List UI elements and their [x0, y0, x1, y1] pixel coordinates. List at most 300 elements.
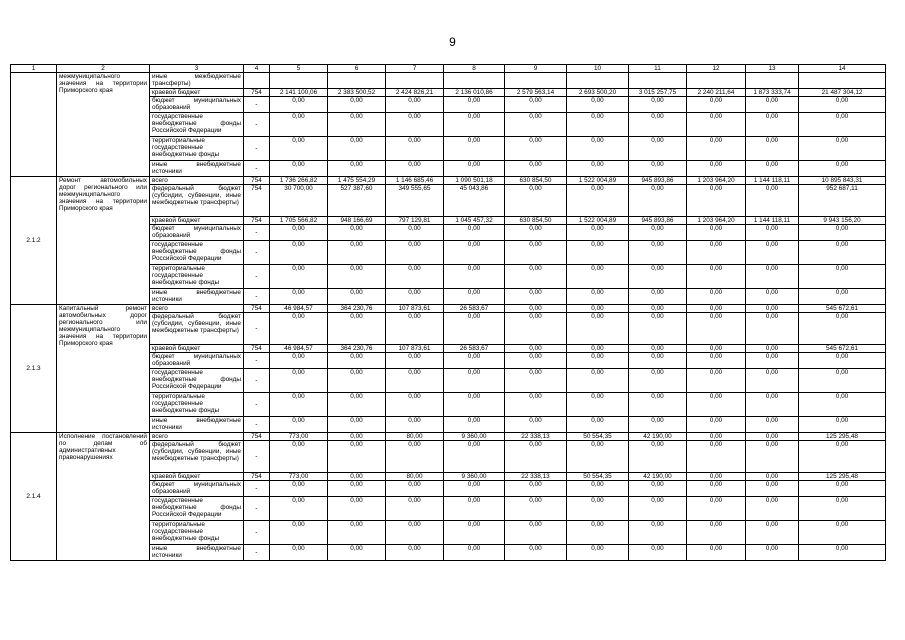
table-body — [11, 65, 886, 561]
code-cell: - — [244, 289, 270, 305]
value-cell-col11: 0,00 — [629, 265, 687, 289]
value-cell-col13: 0,00 — [746, 393, 799, 417]
value-cell-col7: 0,00 — [386, 289, 444, 305]
value-cell-col13: 0,00 — [746, 545, 799, 561]
code-cell: - — [244, 481, 270, 497]
value-cell-col8: 0,00 — [444, 265, 505, 289]
header-cell-7: 7 — [386, 65, 444, 73]
value-cell-col9: 0,00 — [505, 225, 567, 241]
value-cell-col14: 0,00 — [799, 313, 886, 345]
header-cell-3: 3 — [150, 65, 244, 73]
value-cell-col5 — [270, 73, 328, 89]
value-cell-col11: 945 893,86 — [629, 177, 687, 185]
value-cell-col9: 0,00 — [505, 393, 567, 417]
value-cell-col12: 0,00 — [687, 369, 746, 393]
code-cell: - — [244, 521, 270, 545]
value-cell-col10: 0,00 — [567, 417, 629, 433]
value-cell-col9: 0,00 — [505, 305, 567, 313]
value-cell-col8: 0,00 — [444, 481, 505, 497]
value-cell-col11 — [629, 73, 687, 89]
value-cell-col8: 0,00 — [444, 113, 505, 137]
value-cell-col12: 0,00 — [687, 393, 746, 417]
value-cell-col8: 0,00 — [444, 313, 505, 345]
value-cell-col5: 0,00 — [270, 545, 328, 561]
value-cell-col7: 2 424 826,21 — [386, 89, 444, 97]
value-cell-col9: 0,00 — [505, 417, 567, 433]
value-cell-col8: 0,00 — [444, 289, 505, 305]
section-number: 2.1.2 — [11, 177, 57, 305]
value-cell-col10: 1 522 004,89 — [567, 177, 629, 185]
value-cell-col8: 0,00 — [444, 137, 505, 161]
value-cell-col14: 0,00 — [799, 369, 886, 393]
code-cell: - — [244, 161, 270, 177]
value-cell-col9: 0,00 — [505, 345, 567, 353]
funding-source: территориальные государственные внебюджетные фонды — [150, 521, 244, 545]
value-cell-col10: 0,00 — [567, 441, 629, 473]
table-row — [11, 305, 886, 313]
value-cell-col14: 125 295,48 — [799, 433, 886, 441]
value-cell-col12: 0,00 — [687, 97, 746, 113]
value-cell-col12: 0,00 — [687, 441, 746, 473]
value-cell-col6: 0,00 — [328, 473, 386, 481]
value-cell-col6: 0,00 — [328, 417, 386, 433]
value-cell-col13: 0,00 — [746, 417, 799, 433]
table-row — [11, 433, 886, 441]
value-cell-col11: 0,00 — [629, 521, 687, 545]
value-cell-col5: 46 984,57 — [270, 345, 328, 353]
value-cell-col12: 0,00 — [687, 289, 746, 305]
funding-source: бюджет муниципальных образований — [150, 353, 244, 369]
section-name: Ремонт автомобильных дорог регионального или межмуниципального значения на территории Приморского края — [57, 177, 150, 305]
value-cell-col9: 0,00 — [505, 265, 567, 289]
table-row — [11, 177, 886, 185]
value-cell-col5: 0,00 — [270, 353, 328, 369]
value-cell-col11: 0,00 — [629, 289, 687, 305]
value-cell-col7: 0,00 — [386, 417, 444, 433]
value-cell-col12: 0,00 — [687, 161, 746, 177]
code-cell: - — [244, 265, 270, 289]
value-cell-col12: 0,00 — [687, 185, 746, 217]
table-row — [11, 73, 886, 89]
value-cell-col5: 1 705 566,82 — [270, 217, 328, 225]
code-cell: - — [244, 313, 270, 345]
funding-source: территориальные государственные внебюджетные фонды — [150, 393, 244, 417]
value-cell-col9: 0,00 — [505, 185, 567, 217]
value-cell-col9: 22 338,13 — [505, 433, 567, 441]
value-cell-col6: 0,00 — [328, 393, 386, 417]
value-cell-col8: 0,00 — [444, 393, 505, 417]
value-cell-col14: 0,00 — [799, 497, 886, 521]
value-cell-col11: 0,00 — [629, 161, 687, 177]
value-cell-col14: 0,00 — [799, 481, 886, 497]
funding-source: государственные внебюджетные фонды Российской Федерации — [150, 497, 244, 521]
value-cell-col11: 0,00 — [629, 137, 687, 161]
value-cell-col6: 0,00 — [328, 161, 386, 177]
code-cell: 754 — [244, 217, 270, 225]
funding-source: иные внебюджетные источники — [150, 161, 244, 177]
value-cell-col11: 0,00 — [629, 241, 687, 265]
value-cell-col8: 0,00 — [444, 241, 505, 265]
value-cell-col6: 0,00 — [328, 497, 386, 521]
header-cell-12: 12 — [687, 65, 746, 73]
value-cell-col14: 0,00 — [799, 265, 886, 289]
code-cell: - — [244, 97, 270, 113]
value-cell-col7: 0,00 — [386, 353, 444, 369]
value-cell-col13: 0,00 — [746, 185, 799, 217]
value-cell-col5: 0,00 — [270, 137, 328, 161]
value-cell-col11: 0,00 — [629, 313, 687, 345]
value-cell-col5: 0,00 — [270, 481, 328, 497]
value-cell-col14: 0,00 — [799, 545, 886, 561]
value-cell-col10: 2 693 500,20 — [567, 89, 629, 97]
section-name: Исполнение постановлений по делам об административных правонарушениях — [57, 433, 150, 561]
funding-source: территориальные государственные внебюджетные фонды — [150, 265, 244, 289]
value-cell-col9: 0,00 — [505, 97, 567, 113]
value-cell-col10: 0,00 — [567, 545, 629, 561]
value-cell-col12: 0,00 — [687, 265, 746, 289]
funding-source: федеральный бюджет (субсидии, субвенции, иные межбюджетные трансферты) — [150, 441, 244, 473]
value-cell-col13: 0,00 — [746, 289, 799, 305]
value-cell-col11: 0,00 — [629, 185, 687, 217]
value-cell-col9: 0,00 — [505, 113, 567, 137]
value-cell-col6: 948 166,69 — [328, 217, 386, 225]
value-cell-col10: 0,00 — [567, 521, 629, 545]
value-cell-col14: 125 295,48 — [799, 473, 886, 481]
value-cell-col13: 0,00 — [746, 481, 799, 497]
value-cell-col5: 0,00 — [270, 441, 328, 473]
value-cell-col14: 545 672,61 — [799, 345, 886, 353]
value-cell-col14: 0,00 — [799, 393, 886, 417]
value-cell-col12: 0,00 — [687, 225, 746, 241]
value-cell-col12: 0,00 — [687, 345, 746, 353]
value-cell-col14: 0,00 — [799, 289, 886, 305]
header-cell-4: 4 — [244, 65, 270, 73]
value-cell-col8: 0,00 — [444, 521, 505, 545]
value-cell-col7: 0,00 — [386, 481, 444, 497]
value-cell-col10: 50 554,35 — [567, 433, 629, 441]
value-cell-col5: 0,00 — [270, 313, 328, 345]
value-cell-col7: 107 873,61 — [386, 345, 444, 353]
value-cell-col14: 0,00 — [799, 137, 886, 161]
code-cell: 754 — [244, 177, 270, 185]
value-cell-col7: 0,00 — [386, 369, 444, 393]
value-cell-col8: 9 360,00 — [444, 473, 505, 481]
section-number — [11, 73, 57, 177]
value-cell-col8: 0,00 — [444, 353, 505, 369]
value-cell-col14: 0,00 — [799, 521, 886, 545]
value-cell-col6: 0,00 — [328, 353, 386, 369]
value-cell-col8: 26 583,67 — [444, 345, 505, 353]
value-cell-col10 — [567, 73, 629, 89]
value-cell-col10: 0,00 — [567, 369, 629, 393]
value-cell-col14: 10 895 843,31 — [799, 177, 886, 185]
value-cell-col10: 0,00 — [567, 97, 629, 113]
value-cell-col8: 0,00 — [444, 369, 505, 393]
value-cell-col5: 0,00 — [270, 289, 328, 305]
funding-source: государственные внебюджетные фонды Российской Федерации — [150, 241, 244, 265]
value-cell-col13: 0,00 — [746, 265, 799, 289]
value-cell-col9: 0,00 — [505, 137, 567, 161]
funding-source: иные внебюджетные источники — [150, 289, 244, 305]
value-cell-col7: 80,00 — [386, 433, 444, 441]
header-cell-14: 14 — [799, 65, 886, 73]
value-cell-col9: 0,00 — [505, 545, 567, 561]
value-cell-col5: 0,00 — [270, 265, 328, 289]
section-name: Капитальный ремонт автомобильных дорог регионального или межмуниципального значения на территории Приморского края — [57, 305, 150, 433]
value-cell-col14: 0,00 — [799, 353, 886, 369]
value-cell-col6: 364 230,76 — [328, 345, 386, 353]
funding-source: краевой бюджет — [150, 217, 244, 225]
value-cell-col7: 797 129,81 — [386, 217, 444, 225]
value-cell-col14: 545 672,61 — [799, 305, 886, 313]
value-cell-col11: 0,00 — [629, 417, 687, 433]
section-number: 2.1.4 — [11, 433, 57, 561]
value-cell-col13: 0,00 — [746, 353, 799, 369]
value-cell-col10: 0,00 — [567, 241, 629, 265]
value-cell-col8: 0,00 — [444, 545, 505, 561]
value-cell-col8: 0,00 — [444, 97, 505, 113]
value-cell-col7: 0,00 — [386, 137, 444, 161]
value-cell-col6: 1 475 554,29 — [328, 177, 386, 185]
value-cell-col6: 0,00 — [328, 265, 386, 289]
value-cell-col9: 630 854,50 — [505, 217, 567, 225]
value-cell-col14: 0,00 — [799, 441, 886, 473]
value-cell-col6: 0,00 — [328, 97, 386, 113]
value-cell-col10: 0,00 — [567, 225, 629, 241]
value-cell-col6 — [328, 73, 386, 89]
value-cell-col6: 0,00 — [328, 481, 386, 497]
value-cell-col5: 0,00 — [270, 97, 328, 113]
value-cell-col6: 2 383 500,52 — [328, 89, 386, 97]
value-cell-col7: 0,00 — [386, 113, 444, 137]
value-cell-col6: 0,00 — [328, 545, 386, 561]
value-cell-col13: 0,00 — [746, 497, 799, 521]
value-cell-col12: 0,00 — [687, 241, 746, 265]
value-cell-col5: 0,00 — [270, 113, 328, 137]
value-cell-col9: 2 579 563,14 — [505, 89, 567, 97]
section-number: 2.1.3 — [11, 305, 57, 433]
value-cell-col5: 0,00 — [270, 417, 328, 433]
header-cell-2: 2 — [57, 65, 150, 73]
value-cell-col12: 0,00 — [687, 433, 746, 441]
code-cell: - — [244, 369, 270, 393]
header-cell-13: 13 — [746, 65, 799, 73]
header-cell-5: 5 — [270, 65, 328, 73]
code-cell: 754 — [244, 185, 270, 217]
value-cell-col12: 0,00 — [687, 137, 746, 161]
value-cell-col13: 1 144 118,11 — [746, 217, 799, 225]
page-number: 9 — [449, 35, 456, 49]
value-cell-col11: 3 015 257,75 — [629, 89, 687, 97]
value-cell-col13: 0,00 — [746, 313, 799, 345]
value-cell-col12: 0,00 — [687, 497, 746, 521]
value-cell-col6: 364 230,76 — [328, 305, 386, 313]
value-cell-col7 — [386, 73, 444, 89]
value-cell-col5: 0,00 — [270, 369, 328, 393]
value-cell-col5: 2 141 100,06 — [270, 89, 328, 97]
value-cell-col7: 80,00 — [386, 473, 444, 481]
value-cell-col12: 0,00 — [687, 545, 746, 561]
value-cell-col7: 0,00 — [386, 545, 444, 561]
value-cell-col6: 0,00 — [328, 441, 386, 473]
funding-source: всего — [150, 305, 244, 313]
value-cell-col8: 0,00 — [444, 225, 505, 241]
value-cell-col8: 1 090 501,18 — [444, 177, 505, 185]
value-cell-col5: 46 984,57 — [270, 305, 328, 313]
value-cell-col11: 0,00 — [629, 545, 687, 561]
value-cell-col13: 0,00 — [746, 441, 799, 473]
value-cell-col8: 9 360,00 — [444, 433, 505, 441]
funding-source: иные внебюджетные источники — [150, 545, 244, 561]
value-cell-col14: 0,00 — [799, 113, 886, 137]
code-cell: 754 — [244, 473, 270, 481]
funding-source: краевой бюджет — [150, 345, 244, 353]
value-cell-col12: 0,00 — [687, 521, 746, 545]
value-cell-col9: 0,00 — [505, 313, 567, 345]
value-cell-col11: 42 190,00 — [629, 473, 687, 481]
value-cell-col10: 0,00 — [567, 313, 629, 345]
value-cell-col7: 349 555,65 — [386, 185, 444, 217]
value-cell-col10: 0,00 — [567, 497, 629, 521]
value-cell-col5: 30 700,00 — [270, 185, 328, 217]
value-cell-col5: 1 736 266,82 — [270, 177, 328, 185]
value-cell-col8: 1 045 457,32 — [444, 217, 505, 225]
value-cell-col10: 1 522 004,89 — [567, 217, 629, 225]
code-cell: - — [244, 241, 270, 265]
value-cell-col9: 630 854,50 — [505, 177, 567, 185]
value-cell-col11: 0,00 — [629, 481, 687, 497]
value-cell-col9: 0,00 — [505, 161, 567, 177]
value-cell-col10: 0,00 — [567, 481, 629, 497]
value-cell-col9: 0,00 — [505, 353, 567, 369]
funding-source: бюджет муниципальных образований — [150, 97, 244, 113]
value-cell-col12: 0,00 — [687, 417, 746, 433]
value-cell-col8: 26 583,67 — [444, 305, 505, 313]
header-cell-9: 9 — [505, 65, 567, 73]
value-cell-col13: 0,00 — [746, 97, 799, 113]
value-cell-col13 — [746, 73, 799, 89]
funding-source: государственные внебюджетные фонды Российской Федерации — [150, 369, 244, 393]
value-cell-col14: 952 687,11 — [799, 185, 886, 217]
value-cell-col5: 0,00 — [270, 225, 328, 241]
value-cell-col7: 0,00 — [386, 497, 444, 521]
value-cell-col12: 1 203 964,20 — [687, 217, 746, 225]
value-cell-col7: 1 146 685,46 — [386, 177, 444, 185]
value-cell-col13: 0,00 — [746, 521, 799, 545]
value-cell-col6: 0,00 — [328, 433, 386, 441]
value-cell-col8: 45 043,86 — [444, 185, 505, 217]
value-cell-col13: 0,00 — [746, 433, 799, 441]
value-cell-col9: 0,00 — [505, 481, 567, 497]
value-cell-col7: 107 873,61 — [386, 305, 444, 313]
value-cell-col6: 0,00 — [328, 225, 386, 241]
value-cell-col14: 0,00 — [799, 417, 886, 433]
value-cell-col14: 21 487 304,12 — [799, 89, 886, 97]
value-cell-col7: 0,00 — [386, 441, 444, 473]
value-cell-col6: 0,00 — [328, 241, 386, 265]
value-cell-col12: 2 240 211,64 — [687, 89, 746, 97]
value-cell-col8: 0,00 — [444, 441, 505, 473]
header-cell-10: 10 — [567, 65, 629, 73]
value-cell-col10: 0,00 — [567, 265, 629, 289]
value-cell-col12: 1 203 964,20 — [687, 177, 746, 185]
value-cell-col7: 0,00 — [386, 393, 444, 417]
code-cell: - — [244, 113, 270, 137]
value-cell-col10: 0,00 — [567, 305, 629, 313]
value-cell-col12: 0,00 — [687, 353, 746, 369]
value-cell-col12 — [687, 73, 746, 89]
code-cell: - — [244, 225, 270, 241]
value-cell-col9: 0,00 — [505, 369, 567, 393]
value-cell-col6: 0,00 — [328, 369, 386, 393]
value-cell-col13: 0,00 — [746, 345, 799, 353]
value-cell-col10: 0,00 — [567, 393, 629, 417]
value-cell-col12: 0,00 — [687, 473, 746, 481]
funding-source: федеральный бюджет (субсидии, субвенции, иные межбюджетные трансферты) — [150, 185, 244, 217]
code-cell: 754 — [244, 89, 270, 97]
header-cell-8: 8 — [444, 65, 505, 73]
value-cell-col11: 0,00 — [629, 345, 687, 353]
value-cell-col9: 0,00 — [505, 441, 567, 473]
value-cell-col7: 0,00 — [386, 225, 444, 241]
value-cell-col14 — [799, 73, 886, 89]
value-cell-col9 — [505, 73, 567, 89]
value-cell-col10: 0,00 — [567, 345, 629, 353]
header-row — [11, 65, 886, 73]
value-cell-col14: 0,00 — [799, 241, 886, 265]
value-cell-col9: 0,00 — [505, 521, 567, 545]
funding-source: всего — [150, 433, 244, 441]
value-cell-col13: 0,00 — [746, 241, 799, 265]
value-cell-col12: 0,00 — [687, 481, 746, 497]
value-cell-col9: 0,00 — [505, 289, 567, 305]
funding-source: краевой бюджет — [150, 89, 244, 97]
value-cell-col13: 0,00 — [746, 305, 799, 313]
value-cell-col10: 0,00 — [567, 185, 629, 217]
code-cell: - — [244, 353, 270, 369]
value-cell-col7: 0,00 — [386, 97, 444, 113]
value-cell-col13: 0,00 — [746, 161, 799, 177]
value-cell-col6: 0,00 — [328, 313, 386, 345]
value-cell-col10: 50 554,35 — [567, 473, 629, 481]
value-cell-col8: 0,00 — [444, 161, 505, 177]
funding-source: государственные внебюджетные фонды Российской Федерации — [150, 113, 244, 137]
funding-source: иные межбюджетные трансферты) — [150, 73, 244, 89]
value-cell-col5: 0,00 — [270, 521, 328, 545]
value-cell-col11: 0,00 — [629, 305, 687, 313]
value-cell-col5: 773,00 — [270, 433, 328, 441]
value-cell-col5: 0,00 — [270, 497, 328, 521]
value-cell-col13: 1 144 118,11 — [746, 177, 799, 185]
value-cell-col7: 0,00 — [386, 521, 444, 545]
value-cell-col8: 0,00 — [444, 497, 505, 521]
code-cell: 754 — [244, 345, 270, 353]
value-cell-col13: 0,00 — [746, 113, 799, 137]
value-cell-col11: 42 190,00 — [629, 433, 687, 441]
value-cell-col13: 0,00 — [746, 369, 799, 393]
value-cell-col11: 0,00 — [629, 369, 687, 393]
code-cell: - — [244, 441, 270, 473]
value-cell-col7: 0,00 — [386, 241, 444, 265]
value-cell-col11: 0,00 — [629, 393, 687, 417]
value-cell-col13: 0,00 — [746, 137, 799, 161]
funding-source: федеральный бюджет (субсидии, субвенции, иные межбюджетные трансферты) — [150, 313, 244, 345]
value-cell-col13: 0,00 — [746, 473, 799, 481]
section-name: межмуниципального значения на территории Приморского края — [57, 73, 150, 177]
value-cell-col12: 0,00 — [687, 313, 746, 345]
code-cell: 754 — [244, 433, 270, 441]
value-cell-col5: 773,00 — [270, 473, 328, 481]
